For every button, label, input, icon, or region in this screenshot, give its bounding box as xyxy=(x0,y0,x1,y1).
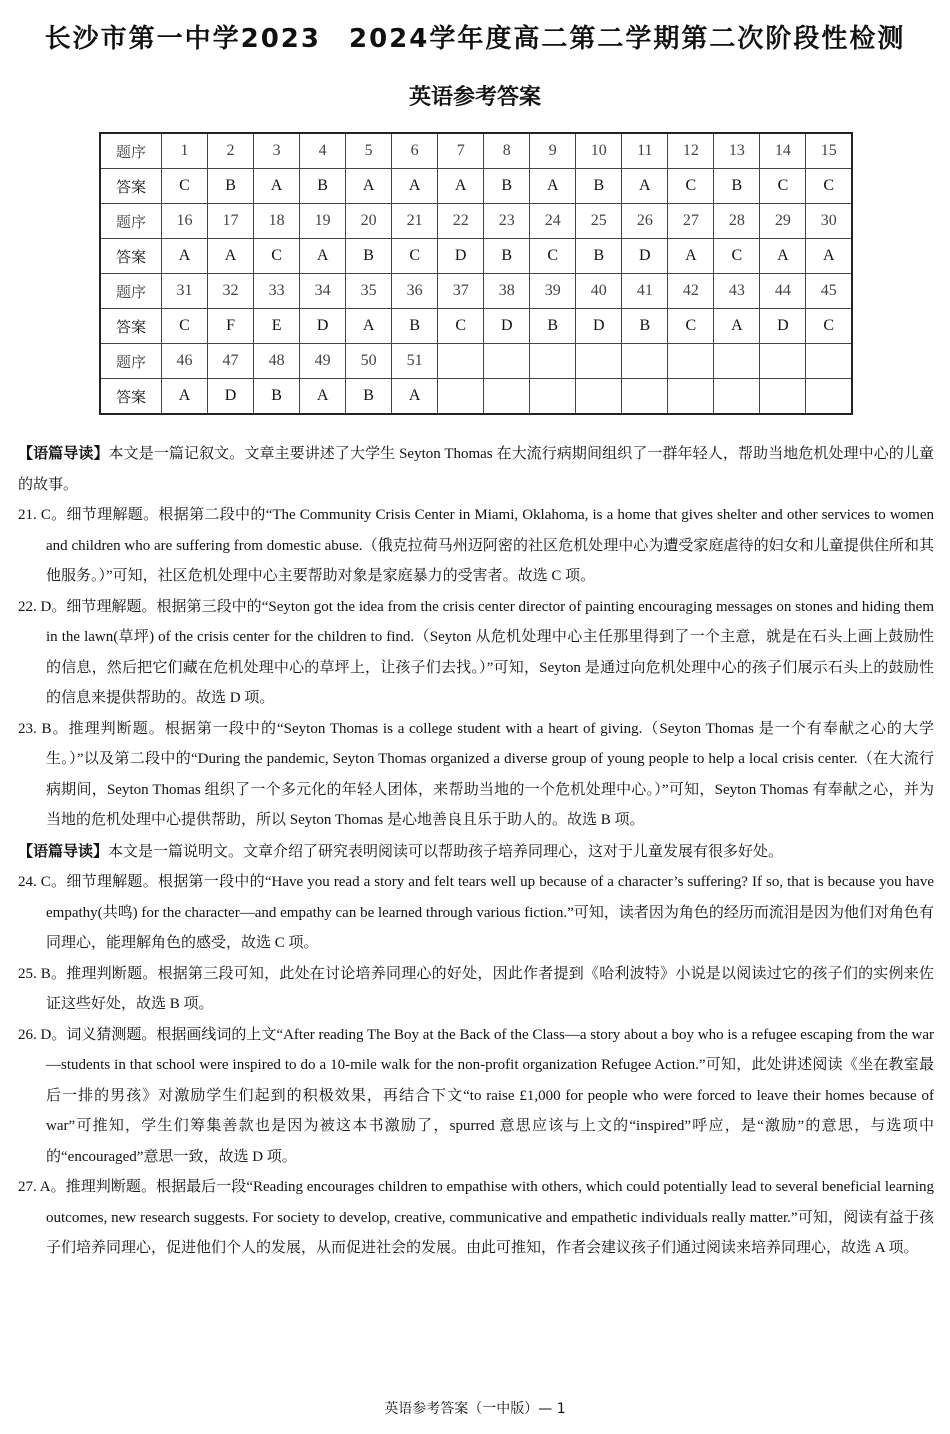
answer-explanation: 21. C。细节理解题。根据第二段中的“The Community Crisis Center in Miami, Oklahoma, is a home that gives shelter and other services to women and children who are suffering from domestic abuse.（俄克拉荷马州迈阿密的社区危机处理中心为遭受家庭虐待的妇女和儿童提供住所和其他服务。）”可知，社区危机处理中心主要帮助对象是家庭暴力的受害者。故选 C 项。 xyxy=(18,507,934,584)
row-header-answer: 答案 xyxy=(100,169,162,204)
answer-cell: A xyxy=(346,309,392,344)
answer-cell: C xyxy=(760,169,806,204)
question-number-row xyxy=(100,133,852,169)
answer-table xyxy=(99,132,853,415)
row-header-number: 题序 xyxy=(100,204,162,239)
page-footer: 英语参考答案（一中版）— 1 xyxy=(384,1401,566,1417)
question-number-cell xyxy=(576,344,622,379)
answer-cell xyxy=(622,379,668,415)
question-number-cell: 28 xyxy=(714,204,760,239)
answer-cell: A xyxy=(760,239,806,274)
question-number-cell: 38 xyxy=(484,274,530,309)
guide-label: 【语篇导读】 xyxy=(18,444,109,462)
question-number-cell: 22 xyxy=(438,204,484,239)
answer-cell: B xyxy=(208,169,254,204)
answer-cell: B xyxy=(392,309,438,344)
question-number-cell: 9 xyxy=(530,133,576,169)
question-number-row xyxy=(100,344,852,379)
question-number-cell: 16 xyxy=(162,204,208,239)
question-number-cell: 4 xyxy=(300,133,346,169)
row-header-answer: 答案 xyxy=(100,239,162,274)
question-number-cell: 5 xyxy=(346,133,392,169)
question-number-cell: 51 xyxy=(392,344,438,379)
answer-row xyxy=(100,379,852,415)
question-number-cell: 19 xyxy=(300,204,346,239)
question-number-cell: 47 xyxy=(208,344,254,379)
guide-text: 本文是一篇说明文。文章介绍了研究表明阅读可以帮助孩子培养同理心，这对于儿童发展有很多好处。 xyxy=(108,843,784,860)
page-title: 长沙市第一中学2023 2024学年度高二第二学期第二次阶段性检测 xyxy=(44,24,906,54)
question-number-cell xyxy=(484,344,530,379)
question-number-cell xyxy=(806,344,852,379)
question-number-cell: 36 xyxy=(392,274,438,309)
question-number-cell xyxy=(714,344,760,379)
answer-cell xyxy=(530,379,576,415)
question-number-row xyxy=(100,274,852,309)
answer-cell: B xyxy=(346,379,392,415)
guide-label: 【语篇导读】 xyxy=(18,841,109,860)
question-number-cell: 21 xyxy=(392,204,438,239)
answer-explanation: 27. A。推理判断题。根据最后一段“Reading encourages children to empathise with others, which could potentially lead to several beneficial learning outcomes, new research suggests. For society to develop, creative, communicative and empathetic individuals really matter.”可知，阅读有益于孩子们培养同理心，促进他们个人的发展，从而促进社会的发展。由此可推知，作者会建议孩子们通过阅读来培养同理心，故选 A 项。 xyxy=(18,1179,934,1256)
question-number-cell: 12 xyxy=(668,133,714,169)
question-number-cell: 48 xyxy=(254,344,300,379)
answer-row xyxy=(100,239,852,274)
answer-cell: D xyxy=(208,379,254,415)
question-number-cell: 20 xyxy=(346,204,392,239)
answer-cell: B xyxy=(254,379,300,415)
answer-cell: B xyxy=(300,169,346,204)
answer-cell xyxy=(484,379,530,415)
answer-cell: C xyxy=(668,309,714,344)
question-number-row xyxy=(100,204,852,239)
question-number-cell: 30 xyxy=(806,204,852,239)
answer-explanation: 22. D。细节理解题。根据第三段中的“Seyton got the idea from the crisis center director of painting encouraging messages on stones and hiding them in the lawn(草坪) of the crisis center for the children to find.（Seyton 从危机处理中心主任那里得到了一个主意，就是在石头上画上鼓励性的信息，然后把它们藏在危机处理中心的草坪上，让孩子们去找。）”可知，Seyton 是通过向危机处理中心的孩子们展示石头上的鼓励性的信息来提供帮助的。故选 D 项。 xyxy=(18,598,934,706)
question-number-cell: 6 xyxy=(392,133,438,169)
answer-cell: A xyxy=(438,169,484,204)
answer-cell: A xyxy=(346,169,392,204)
answer-cell xyxy=(668,379,714,415)
question-number-cell: 11 xyxy=(622,133,668,169)
answer-cell: A xyxy=(530,169,576,204)
question-number-cell: 32 xyxy=(208,274,254,309)
row-header-number: 题序 xyxy=(100,344,162,379)
answer-cell: C xyxy=(806,169,852,204)
question-number-cell: 1 xyxy=(162,133,208,169)
question-number-cell: 39 xyxy=(530,274,576,309)
question-number-cell: 7 xyxy=(438,133,484,169)
answer-cell: C xyxy=(162,309,208,344)
question-number-cell: 44 xyxy=(760,274,806,309)
question-number-cell: 8 xyxy=(484,133,530,169)
answer-explanation: 24. C。细节理解题。根据第一段中的“Have you read a story and felt tears well up because of a character’s suffering? If so, that is because you have empathy(共鸣) for the character—and empathy can be learned through various fiction.”可知，读者因为角色的经历而流泪是因为他们对角色有同理心，能理解角色的感受，故选 C 项。 xyxy=(18,874,934,951)
question-number-cell: 42 xyxy=(668,274,714,309)
answer-cell xyxy=(714,379,760,415)
answer-cell: A xyxy=(162,239,208,274)
answer-cell: A xyxy=(668,239,714,274)
answer-cell: D xyxy=(576,309,622,344)
answer-explanation: 25. B。推理判断题。根据第三段可知，此处在讨论培养同理心的好处，因此作者提到《哈利波特》小说是以阅读过它的孩子们的实例来佐证这些好处，故选 B 项。 xyxy=(18,965,934,1012)
answer-cell: A xyxy=(254,169,300,204)
row-header-answer: 答案 xyxy=(100,309,162,344)
question-number-cell xyxy=(760,344,806,379)
question-number-cell: 34 xyxy=(300,274,346,309)
question-number-cell: 33 xyxy=(254,274,300,309)
answer-cell: A xyxy=(622,169,668,204)
answer-row xyxy=(100,169,852,204)
question-number-cell: 23 xyxy=(484,204,530,239)
answer-cell: C xyxy=(438,309,484,344)
answer-explanation: 23. B。推理判断题。根据第一段中的“Seyton Thomas is a college student with a heart of giving.（Seyton Thomas 是一个有奉献之心的大学生。）”以及第二段中的“During the pandemic, Seyton Thomas organized a diverse group of young people to help a local crisis center.（在大流行病期间，Seyton Thomas 组织了一个多元化的年轻人团体，来帮助当地的一个危机处理中心。）”可知，Seyton Thomas 有奉献之心，并为当地的危机处理中心提供帮助，所以 Seyton Thomas 是心地善良且乐于助人的。故选 B 项。 xyxy=(18,720,934,828)
question-number-cell: 17 xyxy=(208,204,254,239)
question-number-cell: 26 xyxy=(622,204,668,239)
question-number-cell: 41 xyxy=(622,274,668,309)
guide-text: 本文是一篇记叙文。文章主要讲述了大学生 Seyton Thomas 在大流行病期间组织了一群年轻人，帮助当地危机处理中心的儿童的故事。 xyxy=(18,446,934,493)
answer-cell: D xyxy=(300,309,346,344)
question-number-cell: 2 xyxy=(208,133,254,169)
answer-cell: A xyxy=(392,169,438,204)
answer-cell: E xyxy=(254,309,300,344)
question-number-cell xyxy=(668,344,714,379)
question-number-cell: 18 xyxy=(254,204,300,239)
question-number-cell: 25 xyxy=(576,204,622,239)
question-number-cell: 37 xyxy=(438,274,484,309)
answer-cell: B xyxy=(576,239,622,274)
answer-cell: A xyxy=(162,379,208,415)
answer-cell: B xyxy=(576,169,622,204)
answer-cell: C xyxy=(162,169,208,204)
answer-cell: D xyxy=(622,239,668,274)
question-number-cell: 29 xyxy=(760,204,806,239)
answer-cell: A xyxy=(392,379,438,415)
answer-cell: B xyxy=(622,309,668,344)
question-number-cell: 43 xyxy=(714,274,760,309)
question-number-cell: 46 xyxy=(162,344,208,379)
answer-cell: A xyxy=(806,239,852,274)
question-number-cell xyxy=(438,344,484,379)
answer-row xyxy=(100,309,852,344)
answer-cell: A xyxy=(300,239,346,274)
answer-cell xyxy=(806,379,852,415)
question-number-cell: 24 xyxy=(530,204,576,239)
question-number-cell: 31 xyxy=(162,274,208,309)
answer-cell xyxy=(760,379,806,415)
answer-cell: B xyxy=(484,169,530,204)
answer-cell: C xyxy=(392,239,438,274)
question-number-cell xyxy=(622,344,668,379)
answer-explanation: 26. D。词义猜测题。根据画线词的上文“After reading The Boy at the Back of the Class—a story about a boy who is a refugee escaping from the war—students in that school were inspired to do a 10-mile walk for the non-profit organization Refugee Action.”可知，此处讲述阅读《坐在教室最后一排的男孩》对激励学生们起到的积极效果，再结合下文“to raise £1,000 for people who were forced to leave their homes because of war”可推知，学生们筹集善款也是因为被这本书激励了，spurred 意思应该与上文的“inspired”呼应，是“激励”的意思，与选项中的“encouraged”意思一致，故选 D 项。 xyxy=(18,1026,934,1165)
question-number-cell: 14 xyxy=(760,133,806,169)
answer-cell xyxy=(438,379,484,415)
answer-cell: B xyxy=(346,239,392,274)
answer-cell: C xyxy=(254,239,300,274)
question-number-cell: 10 xyxy=(576,133,622,169)
answer-cell: D xyxy=(760,309,806,344)
answer-cell: C xyxy=(714,239,760,274)
question-number-cell: 15 xyxy=(806,133,852,169)
answer-cell: A xyxy=(300,379,346,415)
page-subtitle: 英语参考答案 xyxy=(408,85,541,110)
answer-cell: B xyxy=(714,169,760,204)
answer-cell xyxy=(576,379,622,415)
row-header-number: 题序 xyxy=(100,133,162,169)
passage-guide xyxy=(18,438,934,500)
answer-cell: B xyxy=(484,239,530,274)
question-number-cell: 13 xyxy=(714,133,760,169)
explanations xyxy=(18,438,934,1264)
answer-cell: D xyxy=(484,309,530,344)
question-number-cell: 50 xyxy=(346,344,392,379)
answer-cell: B xyxy=(530,309,576,344)
question-number-cell: 27 xyxy=(668,204,714,239)
question-number-cell: 49 xyxy=(300,344,346,379)
answer-cell: C xyxy=(806,309,852,344)
row-header-answer: 答案 xyxy=(100,379,162,415)
question-number-cell: 40 xyxy=(576,274,622,309)
question-number-cell: 3 xyxy=(254,133,300,169)
answer-cell: D xyxy=(438,239,484,274)
answer-cell: C xyxy=(668,169,714,204)
question-number-cell: 45 xyxy=(806,274,852,309)
answer-cell: C xyxy=(530,239,576,274)
passage-guide xyxy=(18,836,934,868)
answer-cell: F xyxy=(208,309,254,344)
answer-cell: A xyxy=(208,239,254,274)
row-header-number: 题序 xyxy=(100,274,162,309)
question-number-cell: 35 xyxy=(346,274,392,309)
answer-cell: A xyxy=(714,309,760,344)
question-number-cell xyxy=(530,344,576,379)
